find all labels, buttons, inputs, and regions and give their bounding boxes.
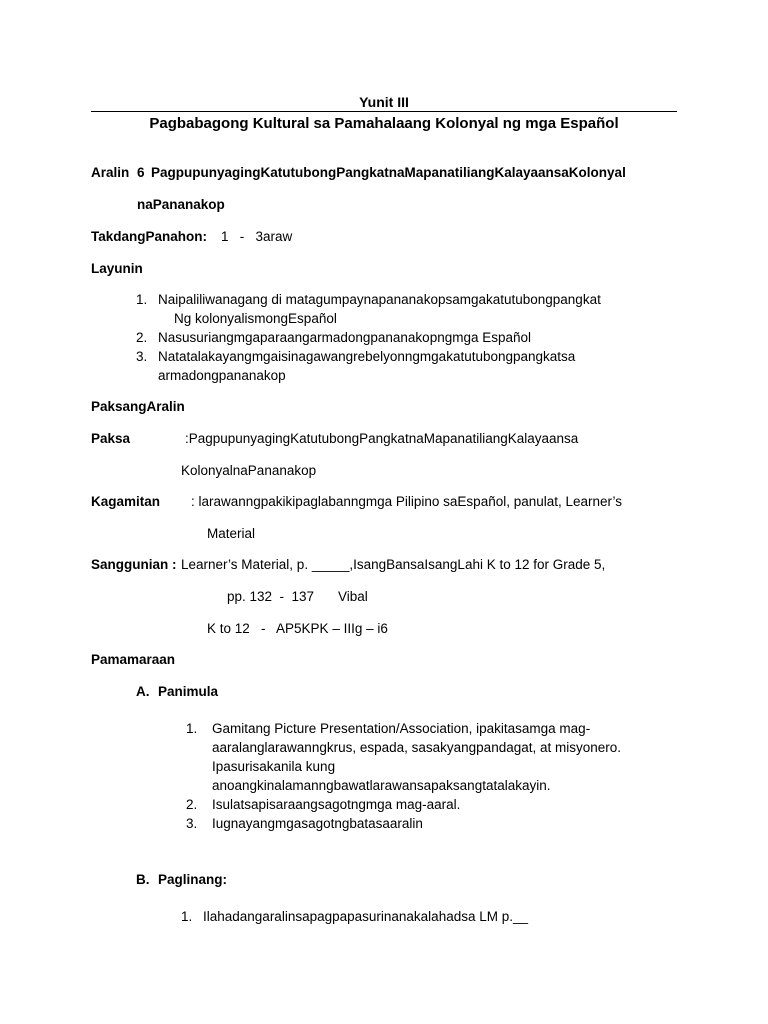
step-number: 3. [186,816,198,831]
lesson-label: Aralin [91,165,130,180]
time-label: TakdangPanahon: [91,229,208,244]
lesson-number: 6 [137,165,145,180]
objective-number: 1. [136,292,148,307]
objective-text: Naipaliliwanagang di matagumpaynapananakopsamgakatutubongpangkat [158,292,601,307]
procedure-label: Pamamaraan [91,652,176,667]
topic-value-line2: KolonyalnaPananakop [181,463,317,478]
materials-value-line2: Material [207,526,256,541]
step-text: Iugnayangmgasagotngbatasaaralin [212,816,423,831]
step-text: Isulatsapisaraangsagotngmga mag-aaral. [212,797,461,812]
step-text: Gamitang Picture Presentation/Association, ipakitasamga mag- [212,721,591,736]
step-text: Ilahadangaralinsapagpapasurinanakalahadsa LM p.__ [203,909,529,924]
header-divider [91,111,677,112]
objective-text: Ng kolonyalismongEspañol [174,311,337,326]
objective-text: Nasusuriangmgaparaangarmadongpananakopngmga Español [158,330,532,345]
materials-value-line1: : larawanngpakikipaglabanngmga Pilipino saEspañol, panulat, Learner’s [191,494,623,509]
lesson-title-line1: PagpupunyagingKatutubongPangkatnaMapanatiliangKalayaansaKolonyal [151,165,626,180]
references-pages: pp. 132 - 137 [227,589,315,604]
lesson-title-line2: naPananakop [137,197,225,212]
objective-number: 3. [136,349,148,364]
references-label: Sanggunian : [91,557,177,572]
references-publisher: Vibal [338,589,368,604]
section-b-letter: B. [136,872,150,887]
topic-label: Paksa [91,431,131,446]
step-text: anoangkinalamanngbawatlarawansapaksangtatalakayin. [212,778,551,793]
section-a-title: Panimula [158,684,219,699]
references-code: K to 12 - AP5KPK – IIIg – i6 [207,621,388,636]
objectives-label: Layunin [91,261,143,276]
subject-matter-label: PaksangAralin [91,399,185,414]
unit-heading: Yunit III [359,94,409,110]
page-title: Pagbabagong Kultural sa Pamahalaang Kolonyal ng mga Español [149,115,619,132]
step-text: aaralanglarawanngkrus, espada, sasakyangpandagat, at misyonero. [212,740,622,755]
objective-number: 2. [136,330,148,345]
step-number: 1. [181,909,193,924]
objective-text: Natatalakayangmgaisinagawangrebelyonngmgakatutubongpangkatsa [158,349,576,364]
step-number: 1. [186,721,198,736]
time-value: 1 - 3araw [221,229,293,244]
objective-text: armadongpananakop [158,368,286,383]
section-b-title: Paglinang: [158,872,228,887]
topic-value-line1: :PagpupunyagingKatutubongPangkatnaMapanatiliangKalayaansa [185,431,579,446]
references-value-line1: Learner’s Material, p. _____,IsangBansaIsangLahi K to 12 for Grade 5, [181,557,606,572]
section-a-letter: A. [136,684,150,699]
materials-label: Kagamitan [91,494,161,509]
step-number: 2. [186,797,198,812]
step-text: Ipasurisakanila kung [212,759,336,774]
